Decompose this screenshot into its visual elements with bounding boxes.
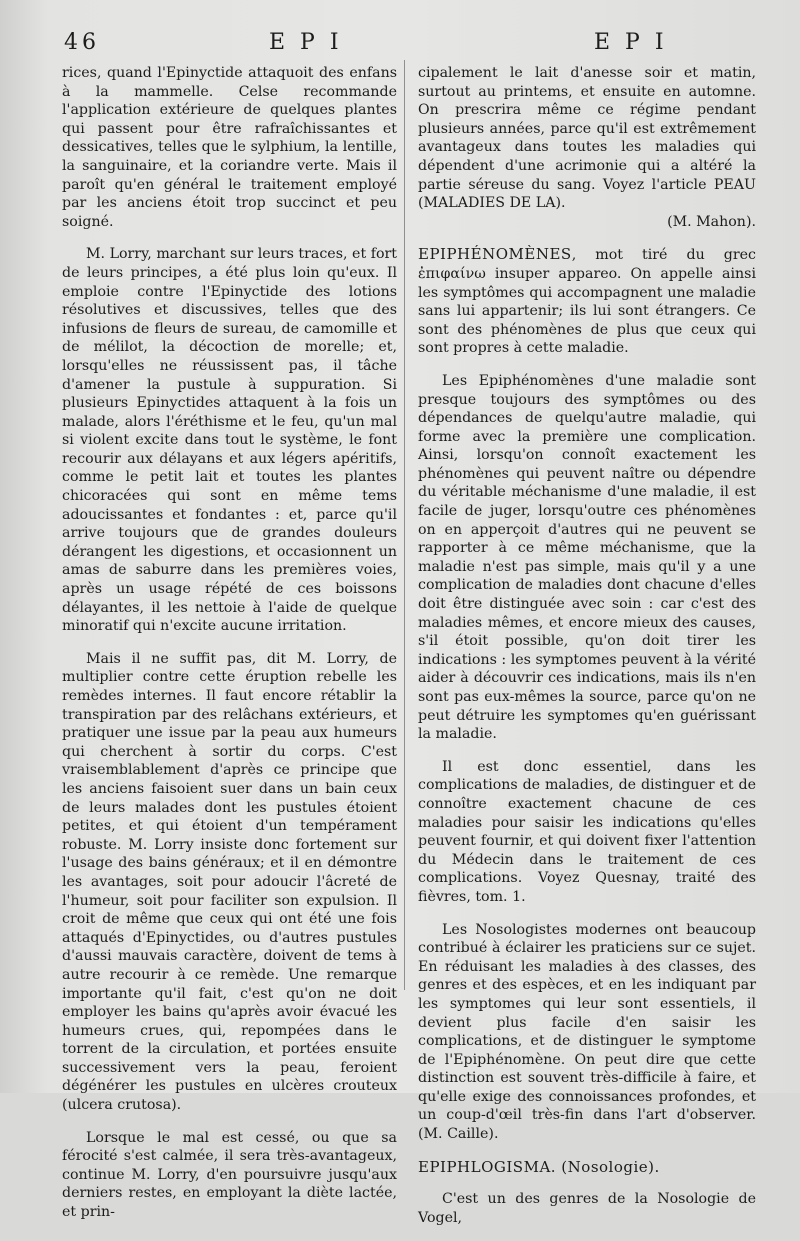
paragraph-lait-anesse: cipalement le lait d'anesse soir et matin, surtout au printems, et ensuite en automne. On prescrira même ce régime pendant plusieurs années, parce qu'il est extrêmement avantageux dans toutes les maladies qui dépendent d'une acrimonie qui a altéré la partie séreuse du sang. Voyez l'article PEAU (MALADIES DE LA). bbox=[418, 65, 756, 212]
left-column bbox=[62, 64, 397, 1236]
page-number: 46 bbox=[64, 30, 100, 55]
right-running-head: E P I bbox=[594, 30, 668, 55]
paragraph-lorry-lotions: M. Lorry, marchant sur leurs traces, et fort de leurs principes, a été plus loin qu'eux. Il emploie contre l'Epinyctide des lotions résolutives et discussives, telles que des infusions de fleurs de sureau, de camomille et de mélilot, la décoction de morelle; et, lorsqu'elles ne réussissent pas, il tâche d'amener la pustule à suppuration. Si plusieurs Epinyctides attaquent à la fois un malade, alors l'éréthisme et le feu, qu'un mal si violent excite dans tout le système, le font recourir aux délayans et aux légers apéritifs, comme le petit lait et toutes les plantes chicoracées qui sont en même tems adoucissantes et fondantes : et, parce qu'il arrive toujours que de grandes douleurs dérangent les digestions, et occasionnent un amas de saburre dans les premières voies, après un usage répété de ces boissons délayantes, il les nettoie à l'aide de quelque minoratif qui n'excite aucune irritation. bbox=[62, 246, 397, 635]
paragraph-complication: Les Epiphénomènes d'une maladie sont presque toujours des symptômes ou des dépendances de quelqu'autre maladie, qui forme avec la première une complication. Ainsi, lorsqu'on connoît exactement les phénomènes qui peuvent naître ou dépendre du véritable méchanisme d'une maladie, il est facile de juger, lorsqu'outre ces phénomènes on en apperçoit d'autres qui ne peuvent se rapporter à ce même méchanisme, que la maladie n'est pas simple, mais qu'il y a une complication de maladies dont chacune d'elles doit être distinguée avec soin : car c'est des maladies mêmes, et encore mieux des causes, s'il étoit possible, qu'on doit tirer les indications : les symptomes peuvent à la vérité aider à découvrir ces indications, mais ils n'en sont pas eux-mêmes la source, parce qu'on ne peut détruire les symptomes qu'en guérissant la maladie. bbox=[418, 372, 756, 743]
entry-heading-epiphenomenes: EPIPHÉNOMÈNES bbox=[418, 245, 572, 264]
paragraph-essentiel: Il est donc essentiel, dans les complications de maladies, de distinguer et de connoître exactement chacune de ces maladies pour saisir les indications qu'elles peuvent fournir, et qui doivent fixer l'attention du Médecin dans le traitement de ces complications. Voyez Quesnay, traité des fièvres, tom. 1. bbox=[418, 758, 756, 905]
entry-epiphenomenes bbox=[418, 245, 756, 358]
paragraph-vogel: C'est un des genres de la Nosologie de Vogel, bbox=[418, 1191, 756, 1226]
left-running-head: E P I bbox=[269, 30, 343, 55]
running-header bbox=[64, 30, 780, 64]
entry-definition: , mot tiré du grec ἐπιφαίνω insuper appareo. On appelle ainsi les symptômes qui accompagnent une maladie sans lui appartenir; ils lui sont étrangers. Ce sont des phénomènes de plus que ceux qui sont propres à cette maladie. bbox=[418, 247, 756, 357]
column-divider bbox=[404, 60, 405, 990]
author-signature-mahon: (M. Mahon). bbox=[667, 213, 756, 230]
paragraph-nosologistes: Les Nosologistes modernes ont beaucoup contribué à éclairer les praticiens sur ce sujet. En réduisant les maladies à des classes, des genres et des espèces, et en les indiquant par les symptomes qui leur sont essentiels, il devient plus facile d'en saisir les complications, et de distinguer le symptome de l'Epiphénomène. On peut dire que cette distinction est souvent très-difficile à faire, et qu'elle exige des connoissances profondes, et un coup-d'œil très-fin dans l'art d'observer. (M. Caille). bbox=[418, 921, 756, 1143]
entry-heading-epiphlogisma: EPIPHLOGISMA. (Nosologie). bbox=[418, 1157, 660, 1176]
right-column bbox=[418, 64, 756, 1241]
paragraph-continued: rices, quand l'Epinyctide attaquoit des enfans à la mammelle. Celse recommande l'application extérieure de quelques plantes qui passent pour être rafraîchissantes et dessicatives, telles que le sylphium, la lentille, la sanguinaire, et la coriandre verte. Mais il paroît qu'en général le traitement employé par les anciens étoit trop succinct et peu soigné. bbox=[62, 65, 397, 230]
paragraph-bains: Mais il ne suffit pas, dit M. Lorry, de multiplier contre cette éruption rebelle les remèdes internes. Il faut encore rétablir la transpiration par des relâchans extérieurs, et pratiquer une issue par la peau aux humeurs qui cherchent à sortir du corps. C'est vraisemblablement d'après ce principe que les anciens faisoient suer dans un bain ceux de leurs malades dont les pustules étoient petites, et qui étoient d'un tempérament robuste. M. Lorry insiste donc fortement sur l'usage des bains généraux; et il en démontre les avantages, soit pour adoucir l'âcreté de l'humeur, soit pour faciliter son expulsion. Il croit de même que ceux qui ont été une fois attaqués d'Epinyctides, ou d'autres pustules d'aussi mauvais caractère, doivent de tems à autre recourir à ce remède. Une remarque importante qu'il fait, c'est qu'on ne doit employer les bains qu'après avoir évacué les humeurs crues, qui, repompées dans le torrent de la circulation, et portées ensuite successivement vers la peau, feroient dégénérer les pustules en ulcères crouteux (ulcera crutosa). bbox=[62, 650, 397, 1114]
paragraph-diete-lactee: Lorsque le mal est cessé, ou que sa férocité s'est calmée, il sera très-avantageux, continue M. Lorry, d'en poursuivre jusqu'aux derniers restes, en employant la diète lactée, et prin- bbox=[62, 1129, 397, 1221]
